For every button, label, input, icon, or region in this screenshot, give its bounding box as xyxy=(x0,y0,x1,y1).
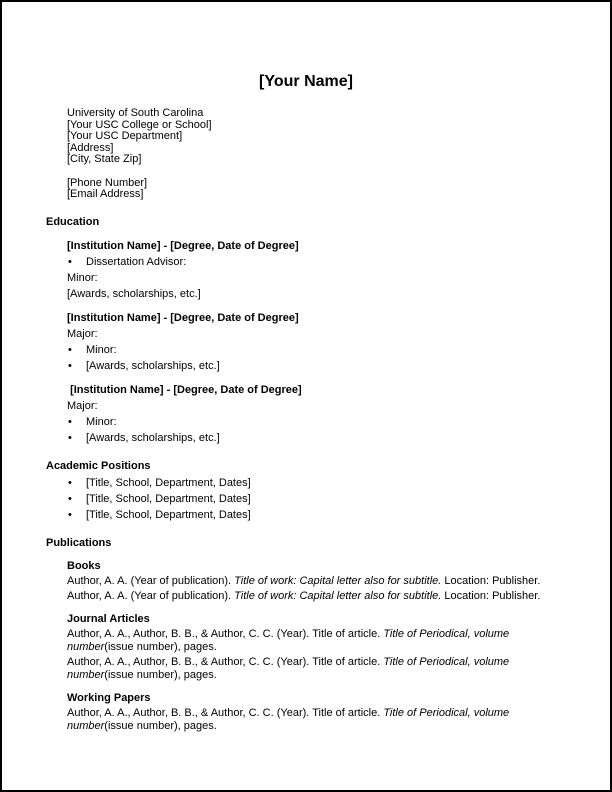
citation-text-run: Author, A. A. (Year of publication). xyxy=(67,589,235,602)
education-item: Major: xyxy=(67,399,98,412)
institution-heading: [Institution Name] - [Degree, Date of Degree] xyxy=(67,239,299,252)
education-item: [Awards, scholarships, etc.] xyxy=(67,287,201,300)
citation-text-run: Author, A. A. (Year of publication). xyxy=(67,574,235,587)
academic-position-item: • [Title, School, Department, Dates] xyxy=(67,509,610,522)
education-entry-3-items xyxy=(67,400,610,445)
journal-article-citation xyxy=(67,628,547,654)
education-item: • [Awards, scholarships, etc.] xyxy=(67,432,610,445)
citation-text-run: Location: Publisher. xyxy=(441,589,541,602)
education-entry-1-items xyxy=(67,256,610,301)
working-paper-citation xyxy=(67,707,547,733)
education-item: Major: xyxy=(67,327,98,340)
contact-phone-line: [Phone Number] xyxy=(67,176,148,189)
citation-text-run: Author, A. A., Author, B. B., & Author, C. C. (Year). Title of article. xyxy=(67,627,384,640)
education-entry-2-items xyxy=(67,328,610,373)
contact-phone-line: [Email Address] xyxy=(67,188,144,200)
citation-text-run: Title of Periodical, volume number xyxy=(67,627,510,653)
education-entry-2 xyxy=(67,312,610,373)
contact-address-line: [Address] xyxy=(67,141,114,154)
working-paper-citations xyxy=(67,707,610,733)
contact-address-line: University of South Carolina xyxy=(67,107,204,119)
citation-text-run: Author, A. A., Author, B. B., & Author, C. C. (Year). Title of article. xyxy=(67,655,384,668)
book-citation xyxy=(67,575,547,588)
academic-positions-list xyxy=(67,477,610,522)
journal-articles-heading: Journal Articles xyxy=(67,612,150,625)
journal-article-citation xyxy=(67,656,547,682)
citation-text-run: Author, A. A., Author, B. B., & Author, C. C. (Year). Title of article. xyxy=(67,706,384,719)
citation-text-run: Title of Periodical, volume number xyxy=(67,706,510,732)
books-heading: Books xyxy=(67,559,101,572)
contact-address-line: [Your USC College or School] xyxy=(67,118,212,131)
academic-position-item: • [Title, School, Department, Dates] xyxy=(67,477,610,490)
education-item: • Minor: xyxy=(67,416,610,429)
citation-text-run: (issue number), pages. xyxy=(104,719,217,732)
publications-books xyxy=(67,560,610,603)
books-citations xyxy=(67,575,610,603)
publications-journal-articles xyxy=(67,613,610,682)
education-item: • [Awards, scholarships, etc.] xyxy=(67,360,610,373)
institution-heading: [Institution Name] - [Degree, Date of Degree] xyxy=(67,311,299,324)
citation-text-run: Title of work: Capital letter also for subtitle. xyxy=(234,574,442,587)
education-entry-3 xyxy=(67,384,610,445)
contact-address-line: [City, State Zip] xyxy=(67,153,142,165)
citation-text-run: (issue number), pages. xyxy=(104,640,217,653)
publications-working-papers xyxy=(67,692,610,733)
citation-text-run: (issue number), pages. xyxy=(104,668,217,681)
contact-address-line: [Your USC Department] xyxy=(67,130,183,142)
section-heading-publications: Publications xyxy=(46,536,112,549)
education-entry-1 xyxy=(67,240,610,301)
book-citation xyxy=(67,590,547,603)
page-title: [Your Name] xyxy=(259,73,353,90)
citation-text-run: Title of work: Capital letter also for subtitle. xyxy=(234,589,442,602)
education-item: • Dissertation Advisor: xyxy=(67,256,610,269)
contact-address-block xyxy=(67,108,610,166)
contact-phone-block xyxy=(67,178,610,201)
citation-text-run: Location: Publisher. xyxy=(441,574,541,587)
section-heading-academic-positions: Academic Positions xyxy=(46,459,151,472)
journal-article-citations xyxy=(67,628,610,682)
section-heading-education: Education xyxy=(46,215,100,228)
education-item: • Minor: xyxy=(67,344,610,357)
citation-text-run: Title of Periodical, volume number xyxy=(67,655,510,681)
institution-heading: [Institution Name] - [Degree, Date of Degree] xyxy=(67,383,302,396)
academic-position-item: • [Title, School, Department, Dates] xyxy=(67,493,610,506)
education-item: Minor: xyxy=(67,271,98,284)
working-papers-heading: Working Papers xyxy=(67,691,151,704)
